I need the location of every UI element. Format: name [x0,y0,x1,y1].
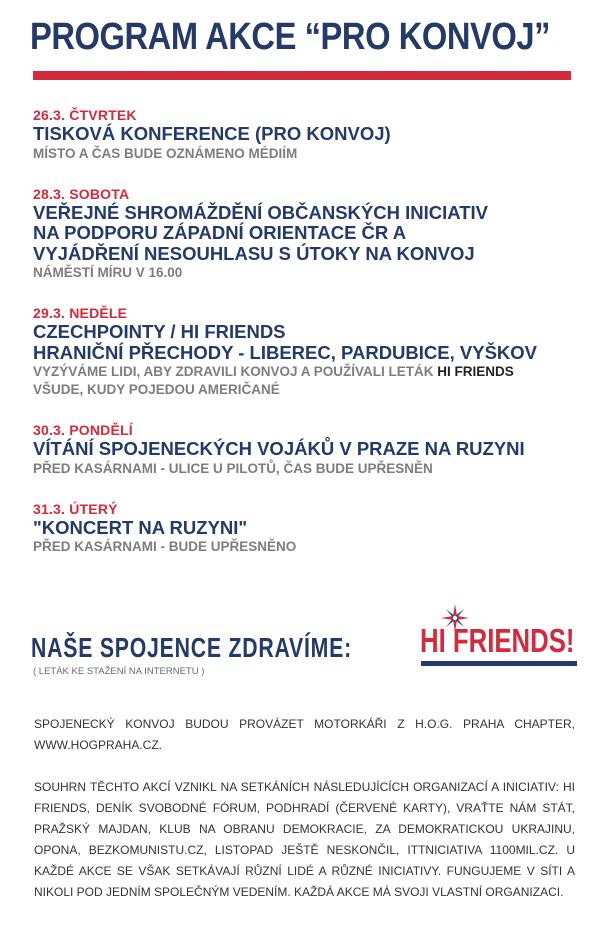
leaflet-download-note: ( LETÁK KE STAŽENÍ NA INTERNETU ) [33,666,205,677]
event-subtitle: VŠUDE, KUDY POJEDOU AMERIČANÉ [33,382,280,397]
logo-underline [421,661,577,666]
event-title: VEŘEJNÉ SHROMÁŽDĚNÍ OBČANSKÝCH INICIATIV [33,201,489,223]
page-title: PROGRAM AKCE “PRO KONVOJ” [30,16,551,58]
event-title: HRANIČNÍ PŘECHODY - LIBEREC, PARDUBICE, VYŠKOV [33,341,538,363]
event-title: TISKOVÁ KONFERENCE (PRO KONVOJ) [33,123,391,144]
event-subtitle: MÍSTO A ČAS BUDE OZNÁMENO MÉDIÍM [33,145,298,161]
event-date: 28.3. SOBOTA [33,185,130,202]
title-underline [33,71,571,80]
hi-friends-highlight: HI FRIENDS [437,364,514,379]
hi-friends-logo [420,604,580,674]
info-paragraph: SOUHRN TĚCHTO AKCÍ VZNIKL NA SETKÁNÍCH NÁSLEDUJÍCÍCH ORGANIZACÍ A INICIATIV: HI FRIENDS, DENÍK SVOBODNÉ FÓRUM, PODHRADÍ (ČERVENÉ KARTY), VRAŤTE NÁM STÁT, PRAŽSKÝ MAJDAN, KLUB NA OBRANU DEMOKRACIE, ZA DEMOKRATICKOU UKRAJINU, OPONA, BEZKOMUNISTU.CZ, LISTOPAD JEŠTĚ NESKONČIL, ITTNICIATIVA 1100MIL.CZ. U KAŽDÉ AKCE SE VŠAK SETKÁVAJÍ RŮZNÍ LIDÉ A RŮZNÉ INICIATIVY. FUNGUJEME V SÍTI A NIKOLI POD JEDNÍM SPOLEČNÝM VEDENÍM. KAŽDÁ AKCE MÁ SVOJI VLASTNÍ ORGANIZACI. [34,780,575,899]
event-title: VÍTÁNÍ SPOJENECKÝCH VOJÁKŮ V PRAZE NA RUZYNI [33,438,525,459]
event-title: CZECHPOINTY / HI FRIENDS [33,321,286,342]
info-section [34,714,575,924]
info-paragraph: SPOJENECKÝ KONVOJ BUDOU PROVÁZET MOTORKÁŘI Z H.O.G. PRAHA CHAPTER, WWW.HOGPRAHA.CZ. [34,717,575,752]
event-date: 31.3. ÚTERÝ [33,500,118,517]
event-title: "KONCERT NA RUZYNI" [33,516,248,538]
event-date: 26.3. ČTVRTEK [33,107,137,123]
event-item [33,186,583,283]
event-list [33,107,583,579]
greeting-slogan: NAŠE SPOJENCE ZDRAVÍME: [31,632,352,663]
logo-text: HI FRIENDS! [420,622,575,659]
event-subtitle: PŘED KASÁRNAMI - ULICE U PILOTŮ, ČAS BUDE UPŘESNĚN [33,460,433,476]
event-item [33,422,583,478]
event-subtitle-text: VYZÝVÁME LIDI, ABY ZDRAVILI KONVOJ A POUŽÍVALI LETÁK [33,364,438,379]
event-item [33,501,583,557]
event-item [33,305,583,399]
event-date: 30.3. PONDĚLÍ [33,422,133,438]
event-title: NA PODPORU ZÁPADNÍ ORIENTACE ČR A [33,222,407,243]
event-subtitle: NÁMĚSTÍ MÍRU V 16.00 [33,265,183,280]
event-title: VYJÁDŘENÍ NESOUHLASU S ÚTOKY NA KONVOJ [33,242,475,264]
event-subtitle: PŘED KASÁRNAMI - BUDE UPŘESNĚNO [33,539,297,554]
event-date: 29.3. NEDĚLE [33,305,128,321]
event-item [33,107,583,163]
event-subtitle [33,363,583,381]
